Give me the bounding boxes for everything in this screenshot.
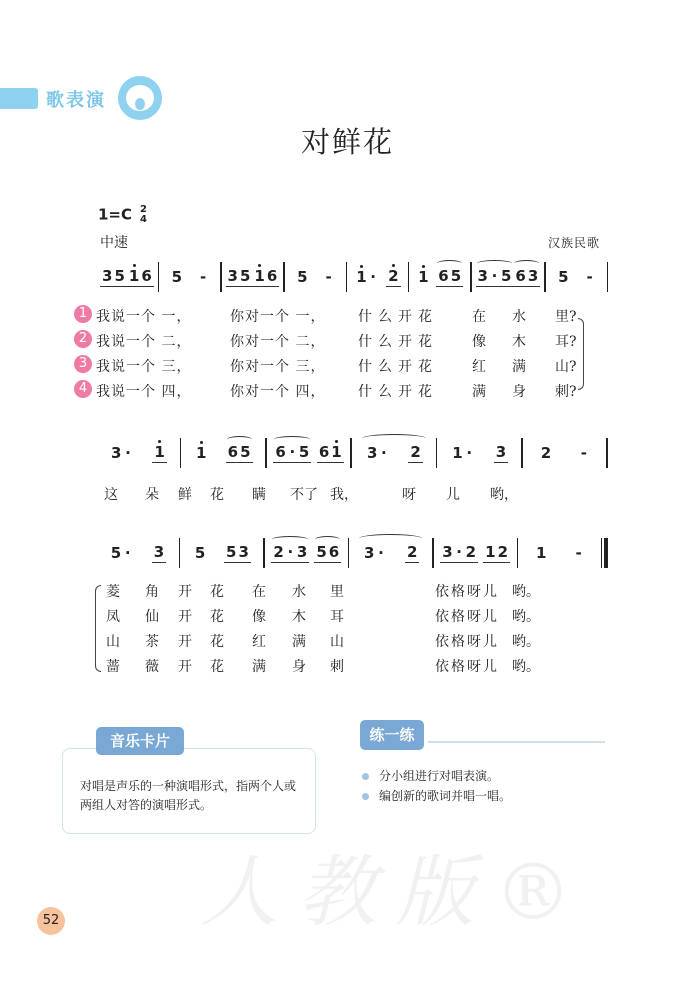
- barline: [606, 438, 608, 468]
- lyric: 薇: [145, 659, 159, 675]
- lyric: 开: [178, 584, 192, 600]
- measure: [349, 538, 432, 568]
- note-group: [386, 267, 400, 287]
- lyric: 哟，: [490, 487, 518, 503]
- lyric: 水: [512, 309, 526, 325]
- score-line-1: [96, 262, 608, 292]
- lyric: 你对一个 三，: [230, 359, 326, 375]
- lyric: 红: [252, 634, 266, 650]
- note: 2: [465, 543, 477, 561]
- measure: [159, 262, 220, 292]
- note: 6: [328, 543, 340, 561]
- lyric: 花: [210, 659, 224, 675]
- note: 1: [452, 443, 463, 462]
- lyric: 什么开花: [358, 359, 438, 375]
- lyric: 朵: [145, 487, 159, 503]
- note: ·: [466, 443, 473, 462]
- note: 1: [331, 443, 342, 461]
- note-group: [152, 443, 166, 463]
- lyric: 什么开花: [358, 384, 438, 400]
- measure: [347, 262, 408, 292]
- note: 3: [238, 543, 249, 561]
- note: 5: [171, 267, 183, 286]
- note-group: [224, 543, 251, 563]
- lyric: 刺: [330, 659, 344, 675]
- time-top: 2: [140, 204, 147, 215]
- note: 5: [450, 267, 462, 285]
- lyric: 木: [292, 609, 306, 625]
- note: 5: [298, 443, 310, 461]
- practice-tab: 练一练: [360, 720, 424, 750]
- final-barline: [601, 538, 608, 568]
- note: 6: [515, 267, 526, 285]
- note-group: [127, 267, 154, 287]
- note-group: [440, 543, 478, 563]
- note-group: [226, 267, 253, 287]
- note-group: [494, 443, 508, 463]
- measure: [518, 538, 601, 568]
- note: 1: [356, 267, 367, 286]
- note-group: [100, 267, 127, 287]
- note: 2: [410, 443, 421, 461]
- note-group: [152, 543, 166, 563]
- note: -: [200, 267, 207, 286]
- note: 5: [226, 543, 237, 561]
- note: 2: [388, 267, 399, 285]
- measure: [96, 262, 158, 292]
- time-bottom: 4: [140, 214, 147, 225]
- note: ·: [287, 543, 294, 561]
- note: 5: [558, 267, 569, 286]
- music-card-tab: 音乐卡片: [96, 727, 184, 755]
- verse-row: [0, 306, 600, 326]
- lyric: 蔷: [106, 659, 120, 675]
- verse-brace: [578, 318, 584, 390]
- lyric: 水: [292, 584, 306, 600]
- lyric: 鲜: [178, 487, 192, 503]
- note: -: [325, 267, 332, 286]
- note: ·: [456, 543, 462, 561]
- lyric: 儿: [446, 487, 460, 503]
- barline: [607, 262, 609, 292]
- measure: [96, 438, 180, 468]
- lyric: 我，: [330, 487, 358, 503]
- note-group: [534, 544, 548, 563]
- note-group: [450, 444, 475, 463]
- note: 5: [194, 543, 206, 562]
- practice-item-text: 分小组进行对唱表演。: [379, 769, 500, 783]
- key-signature: [98, 205, 147, 225]
- note: 3: [110, 443, 122, 462]
- measure: [434, 538, 517, 568]
- note: 2: [406, 543, 418, 561]
- lyric: 刺?: [555, 384, 577, 400]
- note-group: [252, 267, 279, 287]
- note-group: [405, 543, 419, 563]
- note: ·: [378, 543, 384, 562]
- note: 6: [141, 267, 152, 285]
- note: 3: [364, 543, 375, 562]
- lyric: 耳: [330, 609, 344, 625]
- note: -: [586, 267, 593, 286]
- lyric: 满: [472, 384, 486, 400]
- lyric: 木: [512, 334, 526, 350]
- note: 6: [266, 267, 278, 285]
- verse-number: 2: [74, 330, 92, 348]
- measure: [181, 438, 265, 468]
- note-group: [556, 268, 570, 287]
- note: 1: [154, 443, 165, 461]
- note-group: [572, 544, 585, 563]
- note-group: [226, 443, 253, 463]
- lyric: 你对一个 二，: [230, 334, 326, 350]
- note-group: [583, 268, 596, 287]
- lyric: 你对一个 四，: [230, 384, 326, 400]
- practice-divider: [428, 741, 605, 743]
- note: ·: [491, 267, 498, 285]
- answer-row: [0, 656, 600, 676]
- answer-row: [0, 631, 600, 651]
- verse-number: 3: [74, 355, 92, 373]
- section-label: 歌表演: [46, 90, 106, 111]
- note: 6: [275, 443, 286, 461]
- note: 3: [296, 543, 308, 561]
- note: 5: [110, 543, 122, 562]
- lyric: 什么开花: [358, 334, 438, 350]
- measure: [523, 438, 607, 468]
- lyric: 依格呀儿: [435, 659, 499, 675]
- page-number: 52: [37, 907, 65, 935]
- lyric: 开: [178, 659, 192, 675]
- note: 5: [114, 267, 125, 285]
- measure: [437, 438, 521, 468]
- lyric: 瞒: [252, 487, 266, 503]
- practice-item-text: 编创新的歌词并唱一唱。: [379, 789, 512, 803]
- measure: [222, 262, 284, 292]
- note-group: [539, 444, 553, 463]
- practice-item: [362, 787, 511, 804]
- lyric: 哟。: [512, 659, 540, 675]
- note: 5: [240, 443, 251, 461]
- lyric: 里: [330, 584, 344, 600]
- section-bar: [0, 88, 38, 109]
- measure: [265, 538, 348, 568]
- verse-row: [0, 331, 600, 351]
- measure: [352, 438, 436, 468]
- verse-number: 1: [74, 305, 92, 323]
- lyric: 身: [512, 384, 526, 400]
- singing-face-icon: [118, 76, 162, 120]
- chorus-lyrics: [0, 484, 600, 504]
- note: 1: [485, 543, 496, 561]
- lyric: 在: [472, 309, 486, 325]
- note-group: [193, 544, 207, 563]
- lyric: 角: [145, 584, 159, 600]
- measure: [409, 262, 470, 292]
- lyric: 我说一个 一，: [96, 309, 192, 325]
- lyric: 依格呀儿: [435, 634, 499, 650]
- bullet-icon: [362, 773, 369, 780]
- note-group: [436, 267, 463, 287]
- verse-number: 4: [74, 380, 92, 398]
- note: ·: [370, 267, 376, 286]
- note: ·: [124, 543, 131, 562]
- lyric: 满: [512, 359, 526, 375]
- note-group: [365, 444, 390, 463]
- note: 3: [366, 443, 378, 462]
- measure: [267, 438, 351, 468]
- lyric: 开: [178, 609, 192, 625]
- note: 3: [442, 543, 453, 561]
- lyric: 菱: [106, 584, 120, 600]
- publisher-watermark: 人教版®: [200, 848, 593, 938]
- lyric: 满: [292, 634, 306, 650]
- note: ·: [381, 443, 387, 462]
- lyric: 你对一个 一，: [230, 309, 326, 325]
- note-group: [408, 443, 422, 463]
- lyric: 像: [472, 334, 486, 350]
- lyric: 这: [104, 487, 118, 503]
- lyric: 花: [210, 584, 224, 600]
- note-group: [416, 268, 430, 287]
- note: 2: [540, 443, 552, 462]
- note: 3: [153, 543, 165, 561]
- lyric: 花: [210, 609, 224, 625]
- lyric: 茶: [145, 634, 159, 650]
- verse-row: [0, 356, 600, 376]
- lyric: 山: [330, 634, 344, 650]
- note-group: [109, 444, 134, 463]
- note: 5: [500, 267, 512, 285]
- note-group: [476, 267, 514, 287]
- lyric: 依格呀儿: [435, 584, 499, 600]
- note: ·: [125, 443, 131, 462]
- note: 6: [318, 443, 330, 461]
- note-group: [194, 444, 208, 463]
- lyric: 花: [210, 634, 224, 650]
- measure: [180, 538, 263, 568]
- note: 1: [418, 267, 429, 286]
- note: 2: [497, 543, 509, 561]
- measure: [546, 262, 607, 292]
- lyric: 我说一个 二，: [96, 334, 192, 350]
- lyric: 哟。: [512, 609, 540, 625]
- note: 3: [102, 267, 113, 285]
- note: 6: [227, 443, 239, 461]
- note: -: [580, 443, 587, 462]
- time-signature: [140, 205, 147, 225]
- song-origin: 汉族民歌: [548, 236, 601, 250]
- lyric: 仙: [145, 609, 159, 625]
- lyric: 我说一个 三，: [96, 359, 192, 375]
- note: 6: [438, 267, 449, 285]
- lyric: 山?: [555, 359, 577, 375]
- lyric: 红: [472, 359, 486, 375]
- lyric: 不了: [290, 487, 318, 503]
- note-group: [197, 268, 210, 287]
- lyric: 身: [292, 659, 306, 675]
- lyric: 里?: [555, 309, 577, 325]
- note-group: [322, 268, 335, 287]
- note-group: [483, 543, 510, 563]
- note: ·: [289, 443, 296, 461]
- lyric: 哟。: [512, 584, 540, 600]
- note-group: [362, 544, 387, 563]
- bullet-icon: [362, 793, 369, 800]
- lyric: 什么开花: [358, 309, 438, 325]
- key-label: 1=C: [98, 205, 133, 224]
- note-group: [273, 443, 311, 463]
- lyric: 凤: [106, 609, 120, 625]
- note-group: [271, 543, 309, 563]
- answer-row: [0, 606, 600, 626]
- lyric: 耳?: [555, 334, 577, 350]
- note: 1: [254, 267, 265, 285]
- note-group: [577, 444, 590, 463]
- practice-item: [362, 767, 499, 784]
- measure: [96, 538, 179, 568]
- note-group: [295, 268, 309, 287]
- tempo-marking: 中速: [100, 235, 128, 251]
- note: 3: [227, 267, 238, 285]
- score-line-2: [96, 438, 608, 468]
- note: 5: [297, 267, 308, 286]
- music-card-text: 对唱是声乐的一种演唱形式，指两个人或两组人对答的演唱形式。: [80, 779, 297, 812]
- measure: [472, 262, 545, 292]
- lyric: 我说一个 四，: [96, 384, 192, 400]
- answer-row: [0, 581, 600, 601]
- note: 1: [128, 267, 140, 285]
- note: 1: [195, 443, 207, 462]
- measure: [285, 262, 346, 292]
- lyric: 像: [252, 609, 266, 625]
- note: 3: [477, 267, 488, 285]
- score-line-3: [96, 538, 608, 568]
- note-group: [513, 267, 540, 287]
- note: 1: [535, 543, 547, 562]
- note: -: [575, 543, 582, 562]
- lyric: 山: [106, 634, 120, 650]
- lyric: 哟。: [512, 634, 540, 650]
- note-group: [314, 543, 341, 563]
- note: 3: [527, 267, 539, 285]
- song-title: 对鲜花: [300, 125, 394, 159]
- lyric: 开: [178, 634, 192, 650]
- note-group: [317, 443, 344, 463]
- lyric: 在: [252, 584, 266, 600]
- note: 3: [495, 443, 507, 461]
- lyric: 花: [210, 487, 224, 503]
- verse-row: [0, 381, 600, 401]
- note-group: [109, 544, 134, 563]
- lyric: 满: [252, 659, 266, 675]
- note-group: [170, 268, 184, 287]
- lyric: 呀: [402, 487, 416, 503]
- note-group: [354, 268, 379, 287]
- lyric: 依格呀儿: [435, 609, 499, 625]
- note: 5: [239, 267, 251, 285]
- note: 2: [273, 543, 284, 561]
- note: 5: [316, 543, 327, 561]
